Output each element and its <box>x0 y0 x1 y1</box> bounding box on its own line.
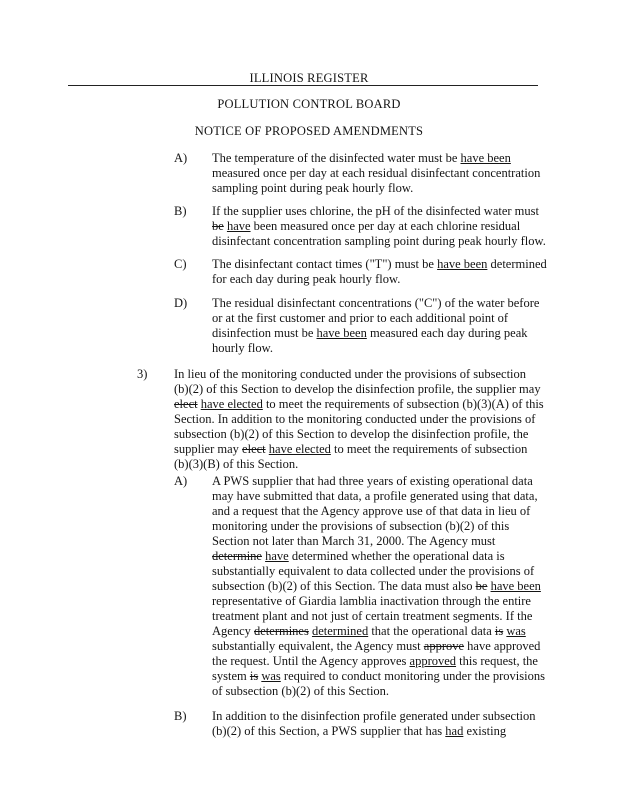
deleted-text: be <box>475 579 488 593</box>
text-segment: system <box>212 669 250 683</box>
register-title: ILLINOIS REGISTER <box>249 71 369 85</box>
inserted-text: approved <box>409 654 457 668</box>
text-segment: that the operational data <box>368 624 495 638</box>
inserted-text: have <box>265 549 289 563</box>
text-segment: Agency <box>212 624 254 638</box>
text-segment: subsection (b)(2) of this Section to develop the disinfection profile, the <box>174 427 529 441</box>
text-line <box>174 442 544 457</box>
text-line <box>212 724 536 739</box>
text-line <box>212 296 539 311</box>
text-line <box>212 272 547 287</box>
text-line <box>212 219 546 234</box>
text-segment: Section. In addition to the monitoring conducted under the provisions of <box>174 412 536 426</box>
text-line <box>212 326 539 341</box>
text-line <box>212 311 539 326</box>
item-label: B) <box>174 204 187 218</box>
text-segment: (b)(2) of this Section, a PWS supplier that has <box>212 724 446 738</box>
text-line <box>212 534 545 549</box>
text-segment: Section not later than March 31, 2000. The Agency must <box>212 534 496 548</box>
text-segment: representative of Giardia lamblia inactivation through the entire <box>212 594 531 608</box>
text-segment: The disinfectant contact times ("T") must be <box>212 257 438 271</box>
text-segment: measured each day during peak <box>366 326 528 340</box>
notice-title: NOTICE OF PROPOSED AMENDMENTS <box>194 124 424 138</box>
list-item <box>212 296 539 356</box>
deleted-text: is <box>249 669 259 683</box>
text-line <box>212 166 540 181</box>
text-segment: subsection (b)(2) of this Section. The data must also <box>212 579 476 593</box>
text-segment: A PWS supplier that had three years of existing operational data <box>212 474 533 488</box>
text-line <box>212 684 545 699</box>
deleted-text: is <box>494 624 504 638</box>
list-item <box>212 474 545 699</box>
item-label: A) <box>174 474 188 488</box>
deleted-text: be <box>212 219 224 233</box>
text-line <box>212 234 546 249</box>
text-segment: determined whether the operational data is <box>288 549 505 563</box>
deleted-text: elect <box>242 442 266 456</box>
text-segment: monitoring under the provisions of subsection (b)(2) of this <box>212 519 510 533</box>
inserted-text: have been <box>437 257 488 271</box>
text-line <box>212 504 545 519</box>
list-item <box>212 151 540 196</box>
text-line <box>212 609 545 624</box>
text-segment: measured once per day at each residual disinfectant concentration <box>212 166 541 180</box>
inserted-text: have <box>226 219 251 233</box>
text-segment: substantially equivalent, the Agency must <box>212 639 424 653</box>
text-segment: determined <box>487 257 547 271</box>
text-segment: (b)(3)(B) of this Section. <box>174 457 299 471</box>
text-line <box>212 151 540 166</box>
inserted-text: was <box>261 669 281 683</box>
text-segment: If the supplier uses chlorine, the pH of the disinfected water must <box>212 204 539 218</box>
text-segment: The temperature of the disinfected water must be <box>212 151 461 165</box>
text-line <box>174 457 544 472</box>
text-segment: may have submitted that data, a profile generated using that data, <box>212 489 538 503</box>
text-segment: to meet the requirements of subsection <box>330 442 528 456</box>
inserted-text: have elected <box>268 442 331 456</box>
text-line <box>212 564 545 579</box>
paragraph-3 <box>174 367 544 472</box>
text-line <box>174 382 544 397</box>
text-segment: supplier may <box>174 442 243 456</box>
text-line <box>212 341 539 356</box>
text-line <box>174 397 544 412</box>
text-segment: treatment plant and not just of certain treatment segments. If the <box>212 609 533 623</box>
text-line <box>212 639 545 654</box>
text-segment: disinfection must be <box>212 326 317 340</box>
text-segment: have approved <box>464 639 541 653</box>
inserted-text: had <box>445 724 464 738</box>
inserted-text: have been <box>490 579 541 593</box>
list-item <box>212 709 536 739</box>
item-label: A) <box>174 151 188 165</box>
inserted-text: determined <box>311 624 369 638</box>
paragraph-label: 3) <box>137 367 148 381</box>
text-segment: to meet the requirements of subsection (b)(3)(A) of this <box>262 397 544 411</box>
text-line <box>174 412 544 427</box>
list-item <box>212 257 547 287</box>
item-label: B) <box>174 709 187 723</box>
text-line <box>212 669 545 684</box>
item-label: C) <box>174 257 187 271</box>
text-line <box>212 489 545 504</box>
text-segment: of subsection (b)(2) of this Section. <box>212 684 390 698</box>
text-line <box>212 204 546 219</box>
text-segment: required to conduct monitoring under the provisions <box>280 669 545 683</box>
text-segment: been measured once per day at each chlorine residual <box>250 219 521 233</box>
text-segment: or at the first customer and prior to each additional point of <box>212 311 509 325</box>
text-segment: sampling point during peak hourly flow. <box>212 181 414 195</box>
inserted-text: have been <box>460 151 511 165</box>
header-rule <box>68 85 538 86</box>
text-segment: The residual disinfectant concentrations ("C") of the water before <box>212 296 540 310</box>
text-line <box>212 257 547 272</box>
text-line <box>212 519 545 534</box>
deleted-text: determine <box>212 549 262 563</box>
item-label: D) <box>174 296 188 310</box>
text-line <box>174 367 544 382</box>
text-segment: disinfectant concentration sampling point during peak hourly flow. <box>212 234 546 248</box>
text-segment: In addition to the disinfection profile generated under subsection <box>212 709 536 723</box>
board-title: POLLUTION CONTROL BOARD <box>217 97 401 111</box>
deleted-text: elect <box>174 397 198 411</box>
text-segment: substantially equivalent to data collected under the provisions of <box>212 564 535 578</box>
text-line <box>212 474 545 489</box>
text-segment: the request. Until the Agency approves <box>212 654 410 668</box>
inserted-text: have elected <box>200 397 263 411</box>
text-line <box>174 427 544 442</box>
text-segment: hourly flow. <box>212 341 273 355</box>
text-line <box>212 579 545 594</box>
inserted-text: have been <box>316 326 367 340</box>
text-line <box>212 594 545 609</box>
list-item <box>212 204 546 249</box>
text-segment: In lieu of the monitoring conducted under the provisions of subsection <box>174 367 527 381</box>
text-line <box>212 709 536 724</box>
text-segment: this request, the <box>456 654 538 668</box>
text-segment: (b)(2) of this Section to develop the disinfection profile, the supplier may <box>174 382 541 396</box>
text-line <box>212 181 540 196</box>
text-segment: and a request that the Agency approve use of that data in lieu of <box>212 504 531 518</box>
deleted-text: determines <box>254 624 309 638</box>
deleted-text: approve <box>423 639 465 653</box>
text-segment: existing <box>463 724 507 738</box>
text-line <box>212 654 545 669</box>
inserted-text: was <box>506 624 526 638</box>
text-segment: for each day during peak hourly flow. <box>212 272 401 286</box>
text-line <box>212 624 545 639</box>
text-line <box>212 549 545 564</box>
